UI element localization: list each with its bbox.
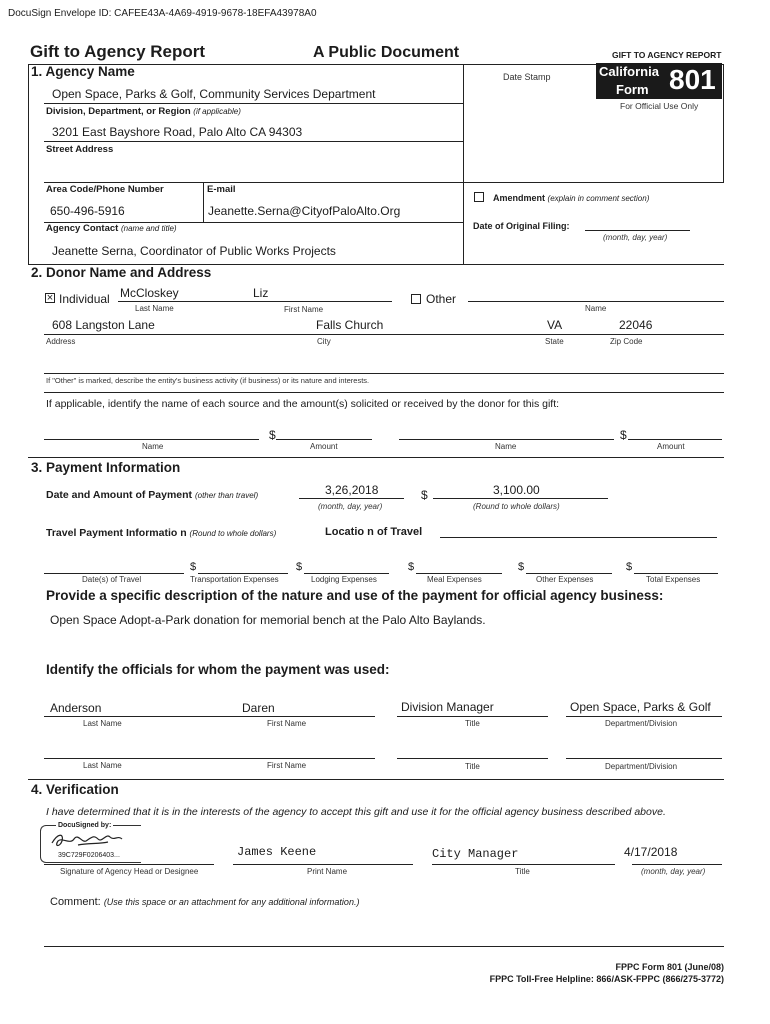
- donor-first-name-label: First Name: [284, 305, 324, 314]
- stamp-box-right-border: [723, 64, 724, 182]
- verifier-title-value: City Manager: [432, 847, 519, 861]
- donor-first-name: Liz: [253, 286, 269, 300]
- comment-label-text: Comment:: [50, 896, 101, 908]
- donor-state-label: State: [545, 337, 564, 346]
- official2-col-first: First Name: [267, 761, 307, 770]
- section-agency-heading: 1. Agency Name: [31, 64, 135, 79]
- donor-city-label: City: [317, 337, 331, 346]
- travel-label-text: Travel Payment Informatio n: [46, 527, 187, 539]
- contact-hint: (name and title): [120, 224, 177, 233]
- date-stamp-label: Date Stamp: [503, 72, 551, 82]
- travel-lodging-line: [304, 573, 389, 574]
- official1-first: Daren: [242, 701, 275, 715]
- signature-line: [44, 864, 214, 865]
- comment-hint: (Use this space or an attachment for any additional information.): [103, 897, 360, 907]
- donor-address-line: [44, 334, 724, 335]
- amendment-hint: (explain in comment section): [547, 194, 650, 203]
- individual-check-mark: ×: [46, 292, 54, 304]
- location-label: Locatio n of Travel: [325, 526, 423, 538]
- date-amount-label-text: Date and Amount of Payment: [46, 489, 193, 501]
- travel-col-meal: Meal Expenses: [427, 575, 482, 584]
- travel-lodging-dollar: $: [296, 561, 303, 573]
- form-badge-number: 801: [669, 64, 716, 95]
- print-name-line: [233, 864, 413, 865]
- docusign-label: DocuSigned by:: [58, 822, 112, 829]
- source2-amount-label: Amount: [657, 442, 685, 451]
- official1-col-first: First Name: [267, 719, 307, 728]
- official2-col-title: Title: [465, 762, 480, 771]
- travel-hint: (Round to whole dollars): [189, 529, 277, 538]
- official1-title: Division Manager: [401, 700, 494, 714]
- travel-total-dollar: $: [626, 561, 633, 573]
- donor-name-line: [118, 301, 392, 302]
- phone-value: 650-496-5916: [50, 204, 125, 218]
- payment-date: 3,26,2018: [325, 483, 379, 497]
- payment-amount-hint: (Round to whole dollars): [473, 502, 560, 511]
- source1-name-line: [44, 439, 259, 440]
- verifier-title-line: [432, 864, 615, 865]
- official-use-label: For Official Use Only: [620, 101, 699, 111]
- form-badge-word: Form: [616, 82, 649, 97]
- signature-image: [48, 829, 132, 851]
- comment-line: [44, 946, 724, 947]
- official2-col-last: Last Name: [83, 761, 122, 770]
- verification-statement: I have determined that it is in the interests of the agency to accept this gift and use it for the official agency business described above.: [46, 806, 666, 818]
- payment-amount: 3,100.00: [493, 483, 540, 497]
- other-description-note: If "Other" is marked, describe the entity's business activity (if business) or its nature and interests.: [46, 376, 370, 385]
- contact-value: Jeanette Serna, Coordinator of Public Works Projects: [52, 244, 336, 258]
- official1-dept-line: [566, 716, 722, 717]
- original-filing-line: [585, 230, 690, 231]
- phone-top-line: [44, 182, 463, 183]
- official1-col-dept: Department/Division: [605, 719, 678, 728]
- official1-col-title: Title: [465, 719, 480, 728]
- division-label-text: Division, Department, or Region: [46, 106, 191, 117]
- official2-title-line: [397, 758, 548, 759]
- source1-name-label: Name: [142, 442, 164, 451]
- form-badge-state: California: [599, 64, 659, 79]
- verification-date-label: (month, day, year): [641, 867, 706, 876]
- contact-label: [46, 223, 177, 234]
- street-address-value: 3201 East Bayshore Road, Palo Alto CA 94303: [52, 125, 303, 139]
- form-title: Gift to Agency Report: [30, 42, 206, 61]
- print-name-value: James Keene: [237, 845, 317, 859]
- form-subtitle: A Public Document: [313, 44, 460, 61]
- travel-transport-dollar: $: [190, 561, 197, 573]
- payment-date-line: [299, 498, 404, 499]
- source1-amount-label: Amount: [310, 442, 338, 451]
- travel-total-line: [634, 573, 718, 574]
- section-payment-heading: 3. Payment Information: [31, 460, 181, 475]
- official1-dept: Open Space, Parks & Golf: [570, 700, 711, 714]
- travel-meal-line: [416, 573, 502, 574]
- official1-col-last: Last Name: [83, 719, 122, 728]
- travel-other-dollar: $: [518, 561, 525, 573]
- agency-box-right-border: [463, 64, 464, 265]
- comment-label: [50, 896, 359, 908]
- signature-id: 39C729F0206403...: [58, 852, 120, 859]
- agency-name-value: Open Space, Parks & Golf, Community Services Department: [52, 87, 376, 101]
- signature-label: Signature of Agency Head or Designee: [60, 867, 199, 876]
- donor-zip: 22046: [619, 318, 653, 332]
- date-amount-hint: (other than travel): [194, 491, 259, 500]
- street-address-line: [44, 141, 463, 142]
- email-value: Jeanette.Serna@CityofPaloAlto.Org: [208, 204, 401, 218]
- original-filing-label: Date of Original Filing:: [473, 221, 570, 231]
- donor-address-label: Address: [46, 337, 76, 346]
- official2-col-dept: Department/Division: [605, 762, 678, 771]
- agency-name-line: [44, 103, 463, 104]
- individual-checkbox[interactable]: [45, 293, 55, 303]
- date-amount-label: [46, 489, 258, 501]
- amendment-checkbox[interactable]: [474, 192, 484, 202]
- footer-form-id: FPPC Form 801 (June/08): [615, 962, 724, 972]
- donor-last-name: McCloskey: [120, 286, 179, 300]
- donor-city: Falls Church: [316, 318, 384, 332]
- official2-dept-line: [566, 758, 722, 759]
- source2-name-line: [399, 439, 614, 440]
- amendment-label: [493, 193, 649, 203]
- footer-helpline: FPPC Toll-Free Helpline: 866/ASK-FPPC (866/275-3772): [489, 974, 724, 984]
- amendment-label-text: Amendment: [493, 193, 546, 203]
- payment-amount-line: [433, 498, 608, 499]
- verification-date-line: [632, 864, 722, 865]
- print-name-label: Print Name: [307, 867, 348, 876]
- travel-meal-dollar: $: [408, 561, 415, 573]
- official1-title-line: [397, 716, 548, 717]
- official1-name-line: [44, 716, 375, 717]
- source1-amount-line: [276, 439, 372, 440]
- email-label: E-mail: [207, 184, 236, 195]
- phone-label: Area Code/Phone Number: [46, 184, 164, 195]
- other-description-line: [44, 392, 724, 393]
- verifier-title-label: Title: [515, 867, 530, 876]
- contact-label-text: Agency Contact: [46, 223, 119, 234]
- other-label: Other: [426, 292, 457, 306]
- division-hint: (if applicable): [193, 107, 241, 116]
- payment-date-hint: (month, day, year): [318, 502, 383, 511]
- other-checkbox[interactable]: [411, 294, 421, 304]
- street-address-label: Street Address: [46, 144, 114, 155]
- verification-date-value: 4/17/2018: [624, 845, 678, 859]
- source2-amount-line: [628, 439, 722, 440]
- original-filing-hint: (month, day, year): [603, 233, 668, 242]
- envelope-id: DocuSign Envelope ID: CAFEE43A-4A69-4919-9678-18EFA43978A0: [8, 8, 317, 19]
- travel-transport-line: [198, 573, 288, 574]
- section4-top-line: [28, 779, 724, 780]
- travel-col-dates: Date(s) of Travel: [82, 575, 142, 584]
- stamp-box-bottom: [463, 182, 724, 183]
- travel-other-line: [526, 573, 612, 574]
- form-badge: [596, 63, 722, 99]
- other-note-line: [44, 373, 724, 374]
- officials-heading: Identify the officials for whom the payment was used:: [46, 662, 390, 677]
- section-verification-heading: 4. Verification: [31, 782, 119, 797]
- donor-last-name-label: Last Name: [135, 304, 174, 313]
- travel-col-total: Total Expenses: [646, 575, 701, 584]
- travel-col-lodging: Lodging Expenses: [311, 575, 377, 584]
- source1-dollar: $: [269, 428, 276, 442]
- official1-last: Anderson: [50, 701, 102, 715]
- sources-note: If applicable, identify the name of each source and the amount(s) solicited or received by the donor for this gift:: [46, 398, 560, 410]
- location-line: [440, 537, 717, 538]
- official2-name-line: [44, 758, 375, 759]
- phone-email-divider: [203, 182, 204, 223]
- donor-zip-label: Zip Code: [610, 337, 643, 346]
- agency-box-left-border: [28, 64, 29, 265]
- other-name-line: [468, 301, 724, 302]
- form-type-label: GIFT TO AGENCY REPORT: [612, 50, 722, 60]
- section3-top-line: [28, 457, 724, 458]
- travel-col-other: Other Expenses: [536, 575, 594, 584]
- other-name-label: Name: [585, 304, 607, 313]
- travel-label: [46, 527, 276, 539]
- donor-address: 608 Langston Lane: [52, 318, 155, 332]
- source2-dollar: $: [620, 428, 627, 442]
- individual-label: Individual: [59, 292, 110, 306]
- source2-name-label: Name: [495, 442, 517, 451]
- division-label: [46, 106, 241, 117]
- donor-state: VA: [547, 318, 563, 332]
- travel-dates-line: [44, 573, 184, 574]
- travel-col-transport: Transportation Expenses: [190, 575, 279, 584]
- description-value: Open Space Adopt-a-Park donation for memorial bench at the Palo Alto Baylands.: [50, 613, 486, 627]
- description-heading: Provide a specific description of the nature and use of the payment for official agency business:: [46, 588, 664, 603]
- section-donor-heading: 2. Donor Name and Address: [31, 265, 212, 280]
- payment-dollar: $: [421, 488, 428, 502]
